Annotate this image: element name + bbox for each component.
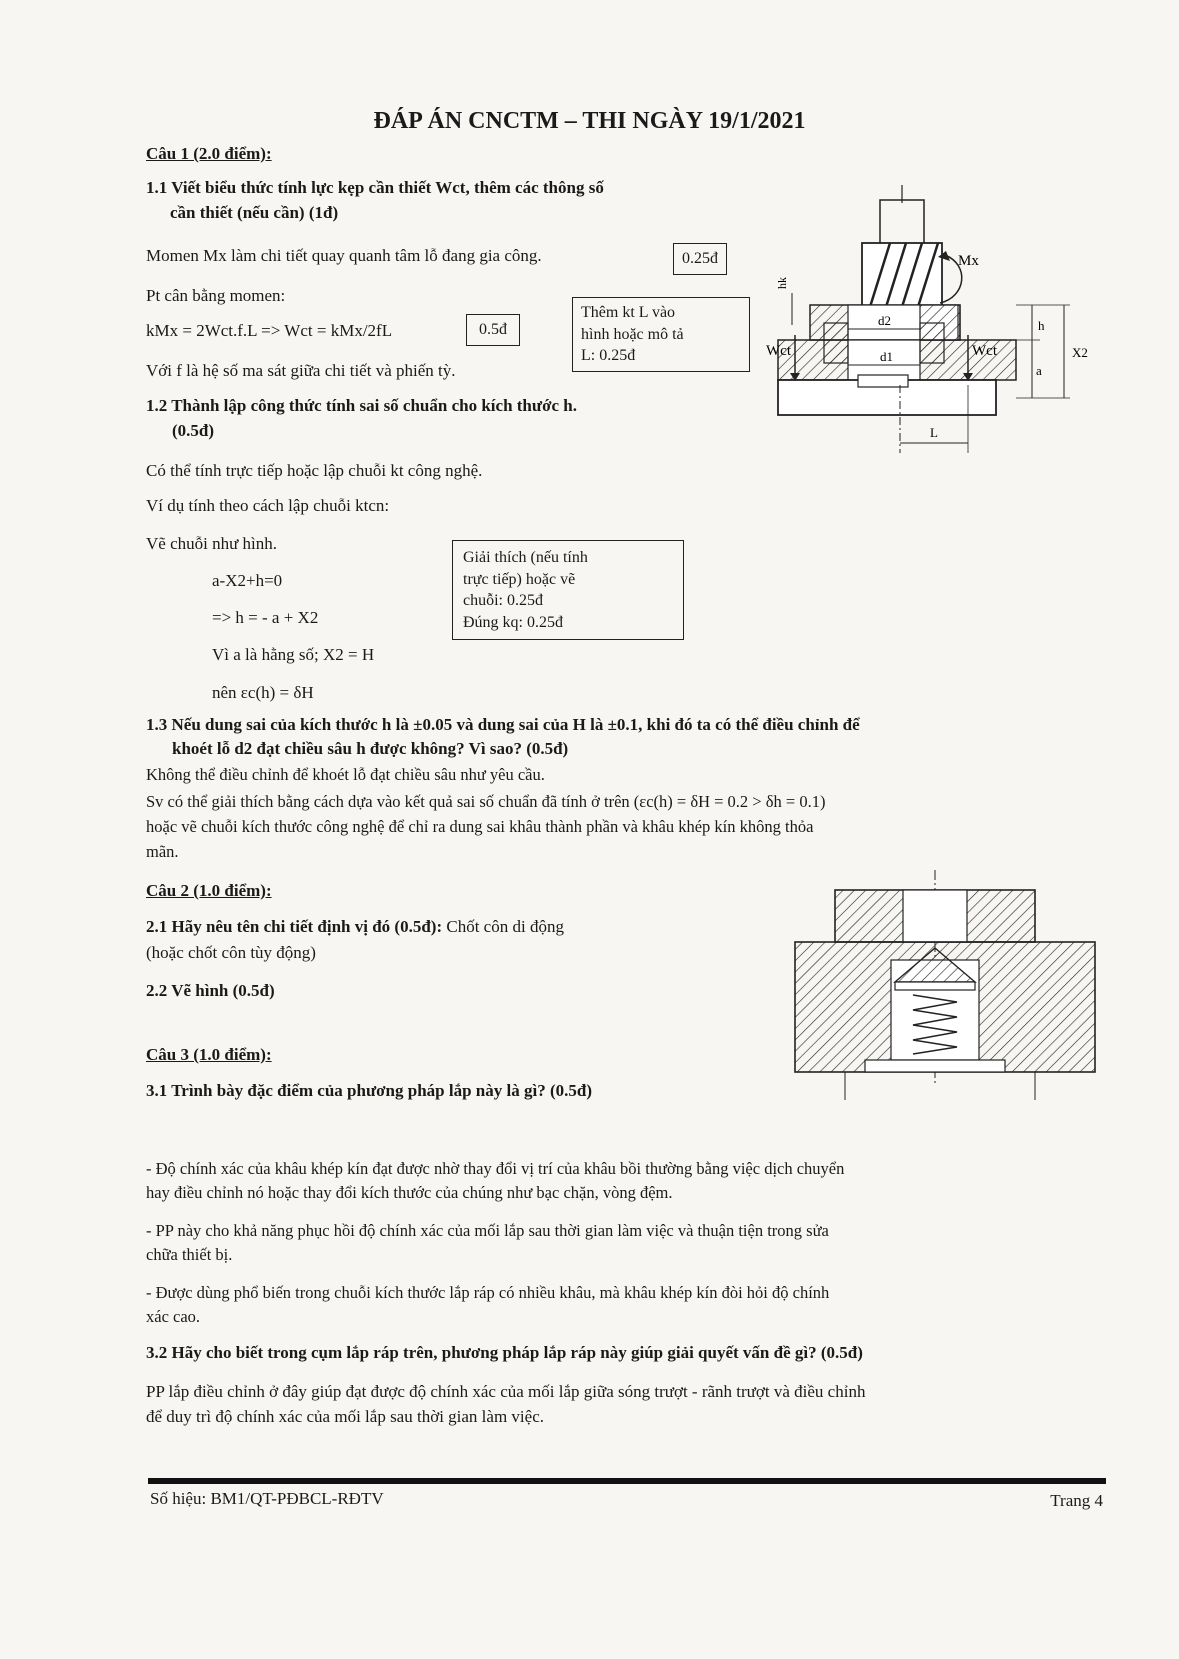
tool-shank — [880, 200, 924, 245]
q1-1-line1: Momen Mx làm chi tiết quay quanh tâm lỗ đang gia công. — [146, 246, 542, 265]
q3-para1-line1: - Độ chính xác của khâu khép kín đạt được nhờ thay đổi vị trí của khâu bồi thường bằng việc dịch chuyển — [146, 1159, 845, 1178]
note-box-L-line1: Thêm kt L vào — [581, 304, 676, 321]
q1-2-eq2: => h = - a + X2 — [212, 608, 319, 627]
q1-2-line2: Ví dụ tính theo cách lập chuỗi ktcn: — [146, 496, 390, 515]
q3-2-title: 3.2 Hãy cho biết trong cụm lắp ráp trên, phương pháp lắp ráp này giúp giải quyết vấn đề gì? (0.5đ) — [146, 1343, 863, 1362]
q1-3-line3: hoặc vẽ chuỗi kích thước công nghệ để chỉ ra dung sai khâu thành phần và khâu khép kín không thỏa — [146, 817, 814, 836]
q1-1-line4: Với f là hệ số ma sát giữa chi tiết và phiến tỳ. — [146, 361, 456, 380]
page-title: ĐÁP ÁN CNCTM – THI NGÀY 19/1/2021 — [373, 108, 806, 134]
label-d1: d1 — [880, 349, 893, 364]
label-wct-right: Wct — [972, 343, 997, 359]
q3-para2-line1: - PP này cho khả năng phục hồi độ chính xác của mối lắp sau thời gian làm việc và thuận tiện trong sửa — [146, 1221, 829, 1240]
q2-1-line2: (hoặc chốt côn tùy động) — [146, 943, 316, 962]
q1-3-title-line2: khoét lỗ d2 đạt chiều sâu h được không? Vì sao? (0.5đ) — [172, 739, 569, 758]
q1-1-title-line1: 1.1 Viết biểu thức tính lực kẹp cần thiết Wct, thêm các thông số — [146, 178, 604, 197]
label-wct-left: Wct — [766, 343, 791, 359]
q1-2-line3: Vẽ chuỗi như hình. — [146, 534, 278, 553]
q1-3-line4: mãn. — [146, 842, 179, 861]
q3-1-title: 3.1 Trình bày đặc điểm của phương pháp lắp này là gì? (0.5đ) — [146, 1081, 592, 1100]
q1-2-eq1: a-X2+h=0 — [212, 571, 283, 590]
taper-pin-diagram — [795, 870, 1115, 1100]
q3-para4 — [146, 1380, 865, 1429]
label-l: L — [930, 425, 938, 440]
q1-3-line1: Không thể điều chỉnh để khoét lỗ đạt chiều sâu như yêu cầu. — [146, 765, 545, 784]
q2-heading: Câu 2 (1.0 điểm): — [146, 881, 272, 900]
q2-1-line1 — [146, 916, 564, 939]
q1-2-eq4: nên εc(h) = δH — [212, 683, 314, 702]
q1-2-title-line2: (0.5đ) — [172, 421, 215, 440]
q1-3-title-line1: 1.3 Nếu dung sai của kích thước h là ±0.05 và dung sai của H là ±0.1, khi đó ta có thể điều chỉnh để — [146, 715, 860, 734]
footer-rule — [148, 1478, 1106, 1484]
label-d2: d2 — [878, 313, 891, 328]
score-box-2: 0.5đ — [466, 314, 520, 346]
q3-para3 — [146, 1281, 829, 1329]
note-box-L-line2: hình hoặc mô tả — [581, 325, 684, 343]
q2-2-title: 2.2 Vẽ hình (0.5đ) — [146, 981, 275, 1000]
note-box-L — [572, 297, 750, 372]
score-box-1: 0.25đ — [673, 243, 727, 275]
note-box-chain — [452, 540, 684, 640]
label-h: h — [1038, 318, 1045, 333]
q1-3-line2: Sv có thể giải thích bằng cách dựa vào kết quả sai số chuẩn đã tính ở trên (εc(h) = δH = 0.2 > δh = 0.1) — [146, 792, 826, 811]
label-hk: hk — [775, 277, 789, 289]
note-box-chain-line2: trực tiếp) hoặc vẽ — [463, 570, 576, 588]
q1-heading: Câu 1 (2.0 điểm): — [146, 144, 272, 163]
q1-2-eq3: Vì a là hằng số; X2 = H — [212, 645, 375, 664]
label-x2: X2 — [1072, 345, 1088, 360]
q3-para1-line2: hay điều chỉnh nó hoặc thay đổi kích thước của chúng như bạc chặn, vòng đệm. — [146, 1182, 673, 1202]
q1-1-title-line2: cần thiết (nếu cần) (1đ) — [170, 203, 339, 222]
q3-para2 — [146, 1219, 829, 1267]
fixture-diagram — [766, 185, 1110, 485]
q1-1-line3: kMx = 2Wct.f.L => Wct = kMx/2fL — [146, 321, 393, 340]
q3-para3-line2: xác cao. — [146, 1306, 201, 1326]
q1-2-line1: Có thể tính trực tiếp hoặc lập chuỗi kt công nghệ. — [146, 461, 483, 480]
q3-para1 — [146, 1157, 844, 1205]
q3-para3-line1: - Được dùng phổ biến trong chuỗi kích thước lắp ráp có nhiều khâu, mà khâu khép kín đòi hỏi độ chính — [146, 1283, 830, 1302]
label-mx: Mx — [958, 253, 979, 269]
label-a: a — [1036, 363, 1042, 378]
footer-code: Số hiệu: BM1/QT-PĐBCL-RĐTV — [150, 1489, 384, 1508]
q2-1-answer: Chốt côn di động — [442, 917, 564, 936]
note-box-chain-line1: Giải thích (nếu tính — [463, 549, 588, 566]
q1-2-title-line1: 1.2 Thành lập công thức tính sai số chuẩn cho kích thước h. — [146, 396, 578, 415]
q3-para2-line2: chữa thiết bị. — [146, 1244, 233, 1264]
footer-page: Trang 4 — [1050, 1491, 1103, 1510]
q2-1-title: 2.1 Hãy nêu tên chi tiết định vị đó (0.5đ): — [146, 917, 443, 936]
q1-1-line2: Pt cân bằng momen: — [146, 286, 286, 305]
q3-para4-line1: PP lắp điều chỉnh ở đây giúp đạt được độ chính xác của mối lắp giữa sóng trượt - rãnh trượt và điều chỉnh — [146, 1382, 866, 1401]
q3-para4-line2: để duy trì độ chính xác của mối lắp sau thời gian làm việc. — [146, 1406, 544, 1426]
note-box-chain-line4: Đúng kq: 0.25đ — [463, 613, 563, 631]
q3-heading: Câu 3 (1.0 điểm): — [146, 1045, 272, 1064]
note-box-L-line3: L: 0.25đ — [581, 347, 636, 365]
note-box-chain-line3: chuỗi: 0.25đ — [463, 592, 543, 610]
